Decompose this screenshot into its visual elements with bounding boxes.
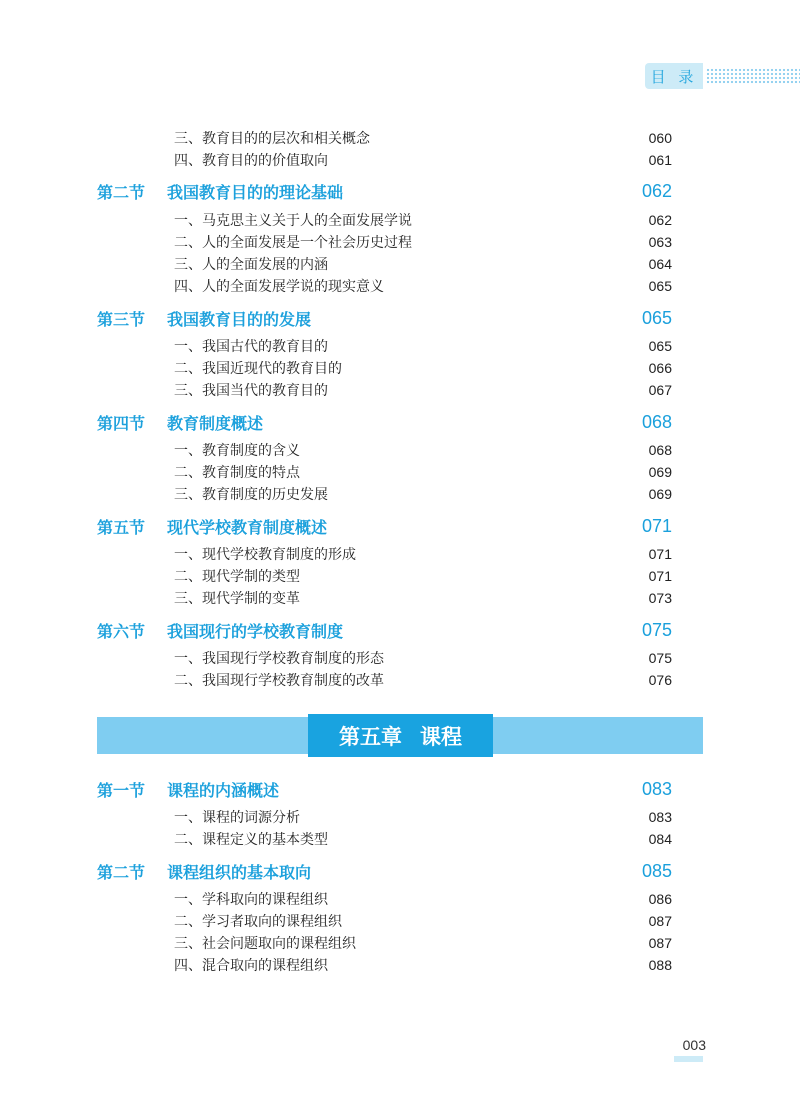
item-title: 一、课程的词源分析 xyxy=(174,810,300,826)
toc-item-row xyxy=(97,889,672,909)
item-title: 二、我国近现代的教育目的 xyxy=(174,361,342,377)
item-title: 四、教育目的的价值取向 xyxy=(174,153,328,169)
toc-section-row xyxy=(97,779,672,799)
item-title: 一、学科取向的课程组织 xyxy=(174,892,328,908)
page-ref: 062 xyxy=(648,212,672,228)
page-ref: 083 xyxy=(641,778,672,799)
page-ref: 086 xyxy=(648,891,672,907)
toc-item-row xyxy=(97,128,672,148)
page-ref: 083 xyxy=(648,809,672,825)
page-ref: 061 xyxy=(648,152,672,168)
section-title: 我国现行的学校教育制度 xyxy=(167,621,344,641)
page-ref: 067 xyxy=(648,382,672,398)
page-ref: 069 xyxy=(648,464,672,480)
toc-header-label: 目 录 xyxy=(645,63,703,89)
page-number-bar xyxy=(674,1056,703,1062)
chapter-title: 课程 xyxy=(420,723,462,749)
toc-item-row xyxy=(97,484,672,504)
toc-item-row xyxy=(97,150,672,170)
page-ref: 071 xyxy=(648,568,672,584)
page-ref: 087 xyxy=(648,935,672,951)
toc-item-row xyxy=(97,648,672,668)
page-ref: 087 xyxy=(648,913,672,929)
toc-item-row xyxy=(97,336,672,356)
item-title: 二、现代学制的类型 xyxy=(174,569,300,585)
item-title: 四、人的全面发展学说的现实意义 xyxy=(174,279,384,295)
page-ref: 065 xyxy=(648,278,672,294)
item-title: 一、我国古代的教育目的 xyxy=(174,339,328,355)
page-ref: 075 xyxy=(648,650,672,666)
toc-section-row xyxy=(97,308,672,328)
section-number: 第四节 xyxy=(97,413,146,433)
toc-item-row xyxy=(97,829,672,849)
section-title: 现代学校教育制度概述 xyxy=(167,517,328,537)
toc-item-row xyxy=(97,462,672,482)
section-number: 第三节 xyxy=(97,309,146,329)
item-title: 三、教育制度的历史发展 xyxy=(174,487,328,503)
item-title: 二、学习者取向的课程组织 xyxy=(174,914,342,930)
section-title: 课程的内涵概述 xyxy=(167,780,280,800)
page-ref: 076 xyxy=(648,672,672,688)
item-title: 三、现代学制的变革 xyxy=(174,591,300,607)
page-ref: 068 xyxy=(648,442,672,458)
page-ref: 073 xyxy=(648,590,672,606)
toc-item-row xyxy=(97,670,672,690)
chapter-number: 第五章 xyxy=(339,723,402,749)
toc-section-row xyxy=(97,412,672,432)
page-ref: 075 xyxy=(641,619,672,640)
section-number: 第六节 xyxy=(97,621,146,641)
toc-item-row xyxy=(97,358,672,378)
toc-item-row xyxy=(97,440,672,460)
toc-item-row xyxy=(97,807,672,827)
page-ref: 065 xyxy=(648,338,672,354)
item-title: 二、人的全面发展是一个社会历史过程 xyxy=(174,235,412,251)
page-ref: 069 xyxy=(648,486,672,502)
section-number: 第二节 xyxy=(97,862,146,882)
page-ref: 062 xyxy=(641,180,672,201)
item-title: 三、我国当代的教育目的 xyxy=(174,383,328,399)
toc-section-row xyxy=(97,620,672,640)
toc-item-row xyxy=(97,254,672,274)
item-title: 一、我国现行学校教育制度的形态 xyxy=(174,651,384,667)
toc-item-row xyxy=(97,588,672,608)
toc-item-row xyxy=(97,276,672,296)
page-ref: 084 xyxy=(648,831,672,847)
toc-section-row xyxy=(97,861,672,881)
item-title: 四、混合取向的课程组织 xyxy=(174,958,328,974)
item-title: 二、课程定义的基本类型 xyxy=(174,832,328,848)
toc-item-row xyxy=(97,955,672,975)
toc-item-row xyxy=(97,544,672,564)
item-title: 一、教育制度的含义 xyxy=(174,443,300,459)
toc-item-row xyxy=(97,210,672,230)
toc-item-row xyxy=(97,232,672,252)
section-title: 我国教育目的的理论基础 xyxy=(167,182,344,202)
toc-item-row xyxy=(97,380,672,400)
page-ref: 071 xyxy=(648,546,672,562)
item-title: 二、我国现行学校教育制度的改革 xyxy=(174,673,384,689)
toc-item-row xyxy=(97,566,672,586)
section-number: 第五节 xyxy=(97,517,146,537)
chapter-heading xyxy=(308,714,493,757)
page-ref: 085 xyxy=(641,860,672,881)
item-title: 一、马克思主义关于人的全面发展学说 xyxy=(174,213,412,229)
toc-section-row xyxy=(97,181,672,201)
page-ref: 068 xyxy=(641,411,672,432)
section-title: 我国教育目的的发展 xyxy=(167,309,312,329)
section-title: 教育制度概述 xyxy=(167,413,264,433)
page-ref: 071 xyxy=(641,515,672,536)
page-ref: 065 xyxy=(641,307,672,328)
section-title: 课程组织的基本取向 xyxy=(167,862,312,882)
page-ref: 088 xyxy=(648,957,672,973)
toc-item-row xyxy=(97,911,672,931)
toc-item-row xyxy=(97,933,672,953)
item-title: 三、教育目的的层次和相关概念 xyxy=(174,131,370,147)
header-dotted-decoration xyxy=(706,68,800,84)
section-number: 第二节 xyxy=(97,182,146,202)
toc-section-row xyxy=(97,516,672,536)
section-number: 第一节 xyxy=(97,780,146,800)
item-title: 二、教育制度的特点 xyxy=(174,465,300,481)
item-title: 一、现代学校教育制度的形成 xyxy=(174,547,356,563)
page-ref: 060 xyxy=(648,130,672,146)
item-title: 三、社会问题取向的课程组织 xyxy=(174,936,356,952)
page-ref: 063 xyxy=(648,234,672,250)
page-ref: 066 xyxy=(648,360,672,376)
item-title: 三、人的全面发展的内涵 xyxy=(174,257,328,273)
page-number: 003 xyxy=(682,1037,706,1053)
page-ref: 064 xyxy=(648,256,672,272)
